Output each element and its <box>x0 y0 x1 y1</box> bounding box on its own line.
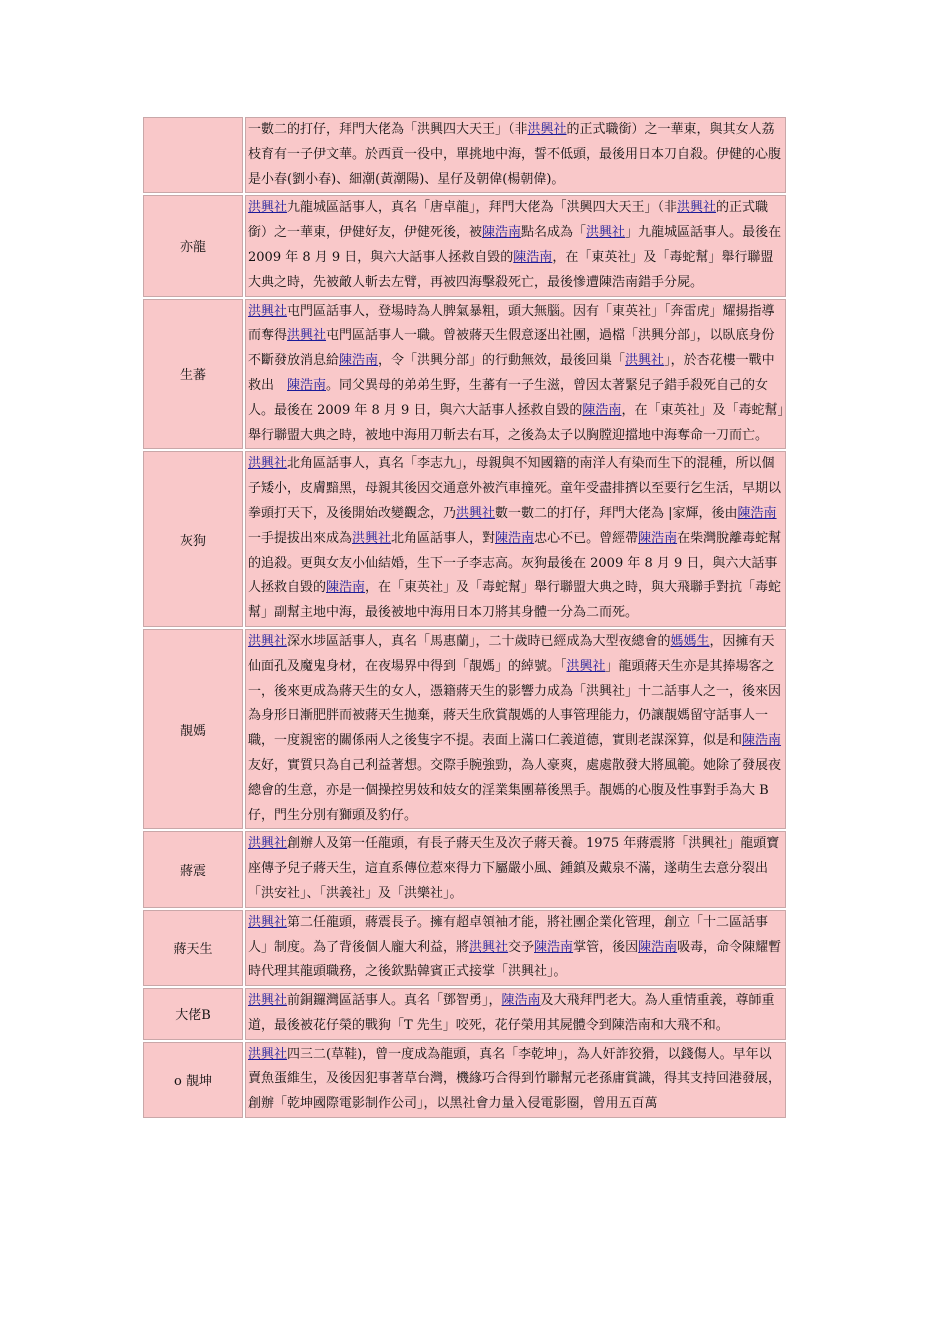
wiki-link[interactable]: 洪興社 <box>287 328 327 344</box>
description-text: 深水埗區話事人，真名「馬惠蘭」，二十歲時已經成為大型夜總會的 <box>287 633 671 649</box>
wiki-link[interactable]: 洪興社 <box>677 200 717 216</box>
description-text: 屯門區話事人一職。曾被蔣天生假意逐出社團，過檔「洪興分部」，以臥底身份不斷發放消息給 <box>248 328 775 369</box>
description-text: 第二任龍頭，蔣震長子。擁有超卓領袖才能，將社團企業化管理，創立「十二區話事人」制度。為了背後個人龐大利益，將 <box>248 914 769 955</box>
character-name-cell: 灰狗 <box>143 451 243 627</box>
description-text: 前銅鑼灣區話事人。真名「鄧智勇」， <box>287 993 502 1009</box>
table-row <box>143 910 786 986</box>
wiki-link[interactable]: 洪興社 <box>248 200 288 216</box>
table-row <box>143 988 786 1040</box>
wiki-link[interactable]: 陳浩南 <box>339 353 379 369</box>
character-description-cell <box>245 299 786 450</box>
wiki-link[interactable]: 洪興社 <box>248 993 288 1009</box>
wiki-link[interactable]: 洪興社 <box>248 1046 288 1062</box>
wiki-link[interactable]: 陳浩南 <box>638 939 678 955</box>
wiki-link[interactable]: 洪興社 <box>248 456 288 472</box>
wiki-link[interactable]: 陳浩南 <box>742 733 782 749</box>
character-name-cell <box>143 117 243 193</box>
wiki-link[interactable]: 媽媽生 <box>670 633 710 649</box>
wiki-link[interactable]: 陳浩南 <box>495 530 535 546</box>
table-row <box>143 629 786 829</box>
character-name-cell: 蔣天生 <box>143 910 243 986</box>
wiki-link[interactable]: 陳浩南 <box>513 249 553 265</box>
character-name-cell: 蔣震 <box>143 831 243 907</box>
character-name-cell: 靚媽 <box>143 629 243 829</box>
description-text: ，令「洪興分部」的行動無效，最後回巢「 <box>378 353 626 369</box>
wiki-link[interactable]: 陳浩南 <box>326 580 366 596</box>
description-text: 數一數二的打仔，拜門大佬為 |家輝，後由 <box>495 505 738 521</box>
wiki-link[interactable]: 洪興社 <box>248 633 288 649</box>
wiki-link[interactable]: 陳浩南 <box>482 225 522 241</box>
wiki-link[interactable]: 洪興社 <box>527 122 567 137</box>
wiki-link[interactable]: 洪興社 <box>248 303 288 319</box>
wiki-link[interactable]: 陳浩南 <box>582 402 622 418</box>
table-row <box>143 299 786 450</box>
description-text: 四三二(草鞋)，曾一度成為龍頭，真名「李乾坤」，為人奸詐狡猾，以錢傷人。早年以賣魚蛋維生，及後因犯事著草台灣，機緣巧合得到竹聯幫元老孫庸賞識，得其支持回港發展，創辦「乾坤國際電影制作公司」，以黑社會力量入侵電影圈，曾用五百萬 <box>248 1046 782 1112</box>
description-text: ，在「東英社」及「毒蛇幫」舉行聯盟大典之時，先被敵人斬去左臂，再被四海擊殺死亡，最後慘遭陳浩南錯手分屍。 <box>248 249 774 290</box>
description-text: 創辦人及第一任龍頭，有長子蔣天生及次子蔣天養。1975 年蔣震將「洪興社」龍頭寶座傳予兒子蔣天生，這直系傳位惹來得力下屬嚴小風、鍾鎮及戴泉不滿，遂萌生去意分裂出「洪安社」、「洪義社」及「洪樂社」。 <box>248 836 780 901</box>
description-text: 的正式職銜）之一華東，與其女人荔枝育有一子伊文華。於西貢一役中，單挑地中海，誓不低頭，最後用日本刀自殺。伊健的心腹是小春(劉小春)、細潮(黃潮陽)、星仔及朝偉(楊朝偉)。 <box>248 122 782 187</box>
character-table <box>141 115 788 1120</box>
table-row <box>143 1042 786 1118</box>
character-table-container <box>141 115 788 1120</box>
character-description-cell <box>245 988 786 1040</box>
wiki-link[interactable]: 洪興社 <box>469 939 509 955</box>
description-text: 。同父異母的弟弟生野，生蕃有一子生滋，曾因太著緊兒子錯手殺死自己的女人。最後在 2009 年 8 月 9 日，與六大話事人拯救自毀的 <box>248 377 769 418</box>
description-text: 北角區話事人，真名「李志九」，母親與不知國籍的南洋人有染而生下的混種，所以個子矮小，皮膚黯黑，母親其後因交通意外被汽車撞死。童年受盡排擠以至要行乞生活，早期以拳頭打天下，及後開始改變觀念，乃 <box>248 456 782 521</box>
character-name-cell: 亦龍 <box>143 195 243 296</box>
description-text: 及大飛拜門老大。為人重情重義，尊師重道，最後被花仔榮的戰狗「T 先生」咬死，花仔榮用其屍體令到陳浩南和大飛不和。 <box>248 993 775 1033</box>
description-text: 屯門區話事人，登場時為人脾氣暴粗，頭大無腦。因有「東英社」「奔雷虎」耀揚指導而奪得 <box>248 303 775 344</box>
description-text: ，在「東英社」及「毒蛇幫」舉行聯盟大典之時，被地中海用刀斬去右耳，之後為太子以胸膛迎擋地中海奪命一刀而亡。 <box>248 402 784 443</box>
character-description-cell <box>245 831 786 907</box>
wiki-link[interactable]: 洪興社 <box>566 658 606 674</box>
description-text: 九龍城區話事人，真名「唐卓龍」，拜門大佬為「洪興四大天王」（非 <box>287 200 678 216</box>
wiki-link[interactable]: 洪興社 <box>456 505 496 521</box>
wiki-link[interactable]: 陳浩南 <box>287 377 327 393</box>
character-description-cell <box>245 629 786 829</box>
description-text: 交予 <box>508 939 535 955</box>
character-name-cell: 生蕃 <box>143 299 243 450</box>
description-text: 掌管，後因 <box>573 939 639 955</box>
wiki-link[interactable]: 洪興社 <box>248 836 288 852</box>
character-table-body <box>143 117 786 1118</box>
description-text: ，在「東英社」及「毒蛇幫」舉行聯盟大典之時，與大飛聯手對抗「毒蛇幫」副幫主地中海，最後被地中海用日本刀將其身體一分為二而死。 <box>248 580 782 621</box>
table-row <box>143 117 786 193</box>
description-text: 一數二的打仔，拜門大佬為「洪興四大天王」（非 <box>248 122 528 137</box>
wiki-link[interactable]: 陳浩南 <box>737 505 777 521</box>
character-name-cell: o 靚坤 <box>143 1042 243 1118</box>
table-row <box>143 195 786 296</box>
description-text: 友好，實質只為自己利益著想。交際手腕強勁，為人豪爽，處處散發大將風範。她除了發展夜總會的生意，亦是一個操控男妓和妓女的淫業集團幕後黑手。靚媽的心腹及性事對手為大 B 仔，門生分別有獅頭及豹仔。 <box>248 757 782 823</box>
table-row <box>143 451 786 627</box>
wiki-link[interactable]: 洪興社 <box>352 530 392 546</box>
table-row <box>143 831 786 907</box>
description-text: 點名成為「 <box>521 225 587 241</box>
description-text: 的正式職銜）之一華東，伊健好友，伊健死後，被 <box>248 200 769 241</box>
wiki-link[interactable]: 陳浩南 <box>501 993 541 1009</box>
description-text: 北角區話事人，對 <box>391 530 496 546</box>
character-name-cell: 大佬B <box>143 988 243 1040</box>
wiki-link[interactable]: 陳浩南 <box>638 530 678 546</box>
character-description-cell <box>245 1042 786 1118</box>
character-description-cell <box>245 195 786 296</box>
wiki-link[interactable]: 洪興社 <box>248 914 288 930</box>
description-text: 一手提拔出來成為 <box>248 530 353 546</box>
wiki-link[interactable]: 洪興社 <box>586 225 626 241</box>
wiki-link[interactable]: 陳浩南 <box>534 939 574 955</box>
description-text: 吸毒，命令陳耀暫時代理其龍頭職務，之後欽點韓賓正式接掌「洪興社」。 <box>248 939 782 980</box>
description-text: 」九龍城區話事人。最後在 2009 年 8 月 9 日，與六大話事人拯救自毀的 <box>248 225 782 265</box>
description-text: 忠心不已。曾經帶 <box>534 530 639 546</box>
character-description-cell <box>245 910 786 986</box>
description-text: 」，於杏花樓一戰中救出 <box>248 353 775 393</box>
description-text: ，因擁有天仙面孔及魔鬼身材，在夜場界中得到「靚媽」的綽號。「 <box>248 633 775 674</box>
wiki-link[interactable]: 洪興社 <box>625 353 665 369</box>
character-description-cell <box>245 117 786 193</box>
description-text: 」龍頭蔣天生亦是其捧場客之一，後來更成為蔣天生的女人，憑籍蔣天生的影響力成為「洪興社」十二話事人之一，後來因為身形日漸肥胖而被蔣天生拋棄，蔣天生欣賞靚媽的人事管理能力，仍讓靚媽留守話事人一職，一度親密的關係兩人之後隻字不提。表面上滿口仁義道德，實則老謀深算，似是和 <box>248 658 782 749</box>
description-text: 在柴灣脫離毒蛇幫的追殺。更與女友小仙結婚，生下一子李志高。灰狗最後在 2009 年 8 月 9 日，與六大話事人拯救自毀的 <box>248 530 782 596</box>
character-description-cell <box>245 451 786 627</box>
